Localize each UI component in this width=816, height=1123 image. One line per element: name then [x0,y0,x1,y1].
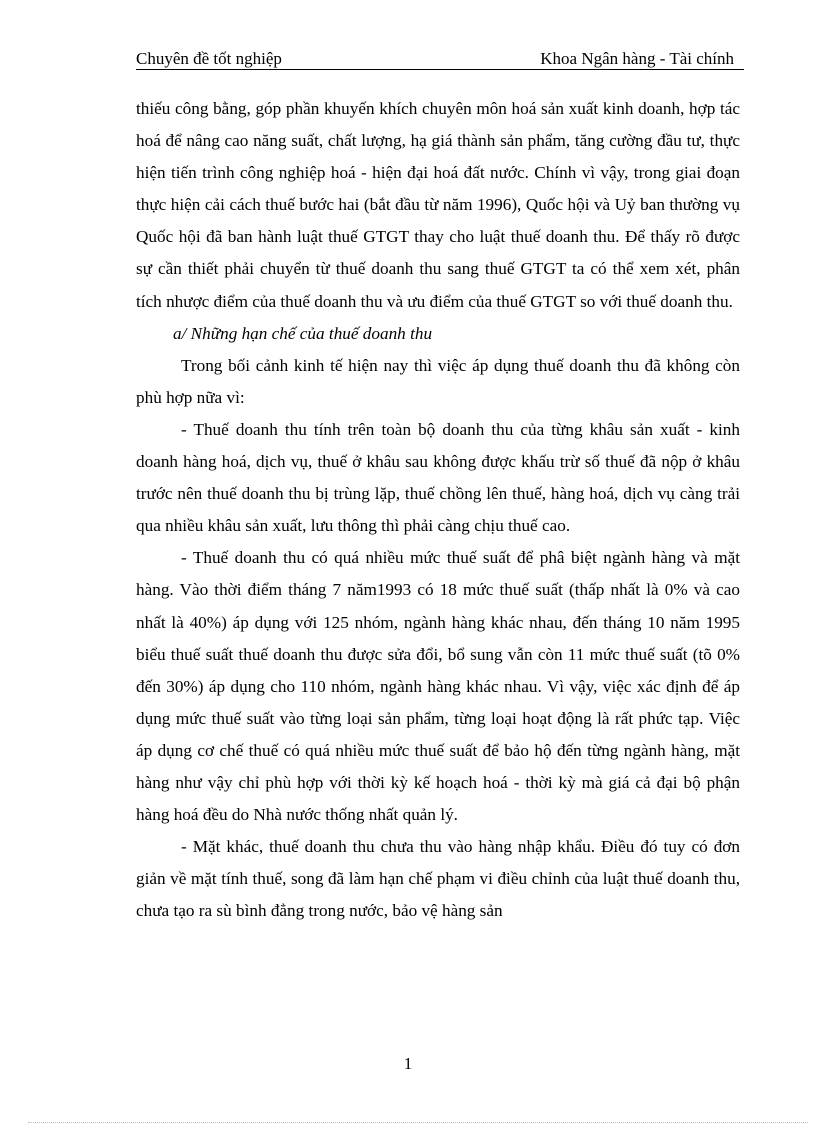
document-body [136,93,740,927]
section-subheading: a/ Những hạn chế của thuế doanh thu [173,323,433,343]
header-rule [136,69,744,70]
paragraph-point-2: - Thuế doanh thu có quá nhiều mức thuế suất để phâ biệt ngành hàng và mặt hàng. Vào thời điểm tháng 7 năm1993 có 18 mức thuế suất (thấp nhất là 0% và cao nhất là 40%) áp dụng với 125 nhóm, ngành hàng khác nhau, đến tháng 10 năm 1995 biểu thuế suất thuế doanh thu được sửa đổi, bổ sung vẫn còn 11 mức thuế suất (tõ 0% đến 30%) áp dụng cho 110 nhóm, ngành hàng khác nhau. Vì vậy, việc xác định để áp dụng mức thuế suất vào từng loại sản phẩm, từng loại hoạt động là rất phức tạp. Việc áp dụng cơ chế thuế có quá nhiều mức thuế suất để bảo hộ đến từng ngành hàng, mặt hàng như vậy chỉ phù hợp với thời kỳ kế hoạch hoá - thời kỳ mà giá cả đại bộ phận hàng hoá đều do Nhà nước thống nhất quản lý. [136,548,740,825]
page-header [136,48,734,72]
header-left-title: Chuyên đề tốt nghiệp [136,49,282,68]
paragraph-point-3: - Mặt khác, thuế doanh thu chưa thu vào hàng nhập khẩu. Điều đó tuy có đơn giản về mặt tính thuế, song đã làm hạn chế phạm vi điều chỉnh của luật thuế doanh thu, chưa tạo ra sù bình đẳng trong nước, bảo vệ hàng sản [136,837,740,921]
paragraph-point-1: - Thuế doanh thu tính trên toàn bộ doanh thu của từng khâu sản xuất - kinh doanh hàng hoá, dịch vụ, thuế ở khâu sau không được khấu trừ số thuế đã nộp ở khâu trước nên thuế doanh thu bị trùng lặp, thuế chồng lên thuế, hàng hoá, dịch vụ càng trải qua nhiều khâu sản xuất, lưu thông thì phải càng chịu thuế cao. [136,419,740,536]
paragraph-context: Trong bối cảnh kinh tế hiện nay thì việc áp dụng thuế doanh thu đã không còn phù hợp nữa vì: [136,355,740,407]
header-right-title: Khoa Ngân hàng - Tài chính [540,49,734,68]
page-number: 1 [403,1054,413,1073]
paragraph-intro: thiếu công bằng, góp phần khuyến khích chuyên môn hoá sản xuất kinh doanh, hợp tác hoá để nâng cao năng suất, chất lượng, hạ giá thành sản phẩm, tăng cường đầu tư, thực hiện tiến trình công nghiệp hoá - hiện đại hoá đất nước. Chính vì vậy, trong giai đoạn thực hiện cải cách thuế bước hai (bắt đầu từ năm 1996), Quốc hội và Uỷ ban thường vụ Quốc hội đã ban hành luật thuế GTGT thay cho luật thuế doanh thu. Để thấy rõ được sự cần thiết phải chuyển từ thuế doanh thu sang thuế GTGT ta có thể xem xét, phân tích nhược điểm của thuế doanh thu và ưu điểm của thuế GTGT so với thuế doanh thu. [136,99,740,311]
